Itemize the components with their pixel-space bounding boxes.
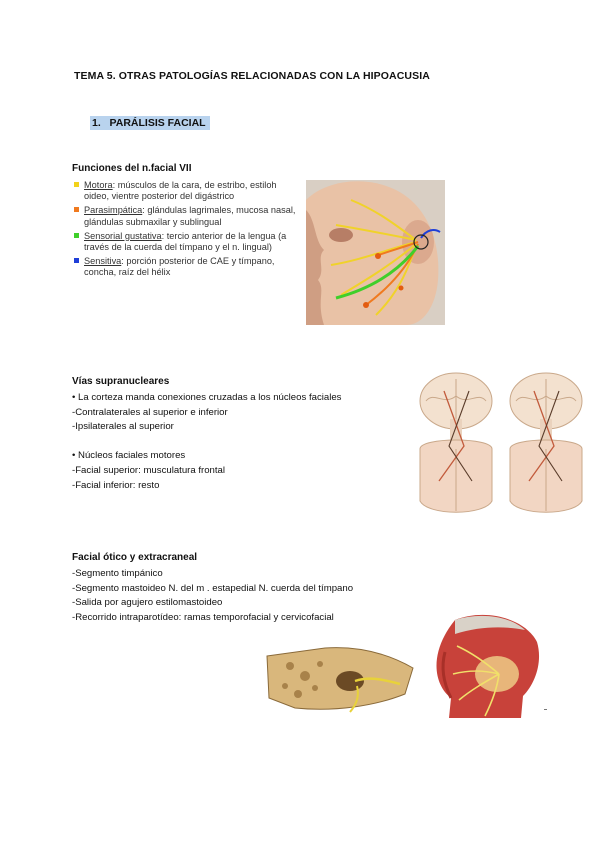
funcion-text: : músculos de la cara, de estribo, estiloh oideo, vientre posterior del digástrico xyxy=(84,180,277,202)
facial-otico-heading: Facial ótico y extracraneal xyxy=(72,552,198,563)
vias-line: -Facial superior: musculatura frontal xyxy=(72,464,226,476)
bullet-square-icon xyxy=(74,207,79,212)
facial-otico-line: -Segmento timpánico xyxy=(72,568,163,579)
funcion-motora xyxy=(72,180,304,202)
funcion-term: Sensorial gustativa xyxy=(84,230,162,241)
funcion-parasimpatica xyxy=(72,205,304,227)
facial-otico-line: -Segmento mastoideo N. del m . estapedial N. cuerda del tímpano xyxy=(72,582,354,594)
vias-line: -Facial inferior: resto xyxy=(72,479,160,491)
funcion-text: : tercio anterior de la lengua (a través de la cuerda del tímpano y el n. lingual) xyxy=(84,230,287,253)
funcion-text: : glándulas lagrimales, mucosa nasal, glándulas submaxilar y sublingual xyxy=(84,205,296,227)
vias-line: -Ipsilaterales al superior xyxy=(72,421,174,433)
section-heading-paralisis-facial xyxy=(90,116,210,130)
facial-nerve-face-illustration xyxy=(306,180,445,325)
bullet-square-icon xyxy=(74,258,79,263)
bullet-square-icon xyxy=(74,233,79,238)
facial-otico-line: -Salida por agujero estilomastoideo xyxy=(72,597,223,609)
facial-otico-text xyxy=(72,567,432,625)
vias-line: -Contralaterales al superior e inferior xyxy=(72,406,228,418)
funcion-text: : porción posterior de CAE y tímpano, concha, raíz del hélix xyxy=(84,256,275,278)
vias-line: • Núcleos faciales motores xyxy=(72,450,186,462)
temporal-bone-illustration xyxy=(265,646,415,716)
funcion-term: Parasimpática xyxy=(84,205,143,216)
funciones-list xyxy=(72,180,304,282)
funcion-sensitiva xyxy=(72,256,304,278)
vias-heading: Vías supranucleares xyxy=(72,376,170,387)
bullet-square-icon xyxy=(74,182,79,187)
facial-otico-line: -Recorrido intraparotídeo: ramas temporofacial y cervicofacial xyxy=(72,611,334,623)
funciones-heading: Funciones del n.facial VII xyxy=(72,163,192,174)
document-title: TEMA 5. OTRAS PATOLOGÍAS RELACIONADAS CON LA HIPOACUSIA xyxy=(74,70,430,82)
vias-line: • La corteza manda conexiones cruzadas a los núcleos faciales xyxy=(72,392,342,403)
funcion-sensorial-gustativa xyxy=(72,231,304,253)
funcion-term: Sensitiva xyxy=(84,256,122,267)
vias-line-blank xyxy=(72,435,412,450)
vias-text xyxy=(72,391,412,493)
section-label: PARÁLISIS FACIAL xyxy=(109,117,206,129)
head-parotid-branches-illustration xyxy=(425,612,545,720)
funcion-term: Motora xyxy=(84,180,113,190)
supranuclear-pathways-illustration xyxy=(414,371,586,519)
section-number: 1. xyxy=(92,117,101,129)
small-dash-mark xyxy=(544,709,547,710)
